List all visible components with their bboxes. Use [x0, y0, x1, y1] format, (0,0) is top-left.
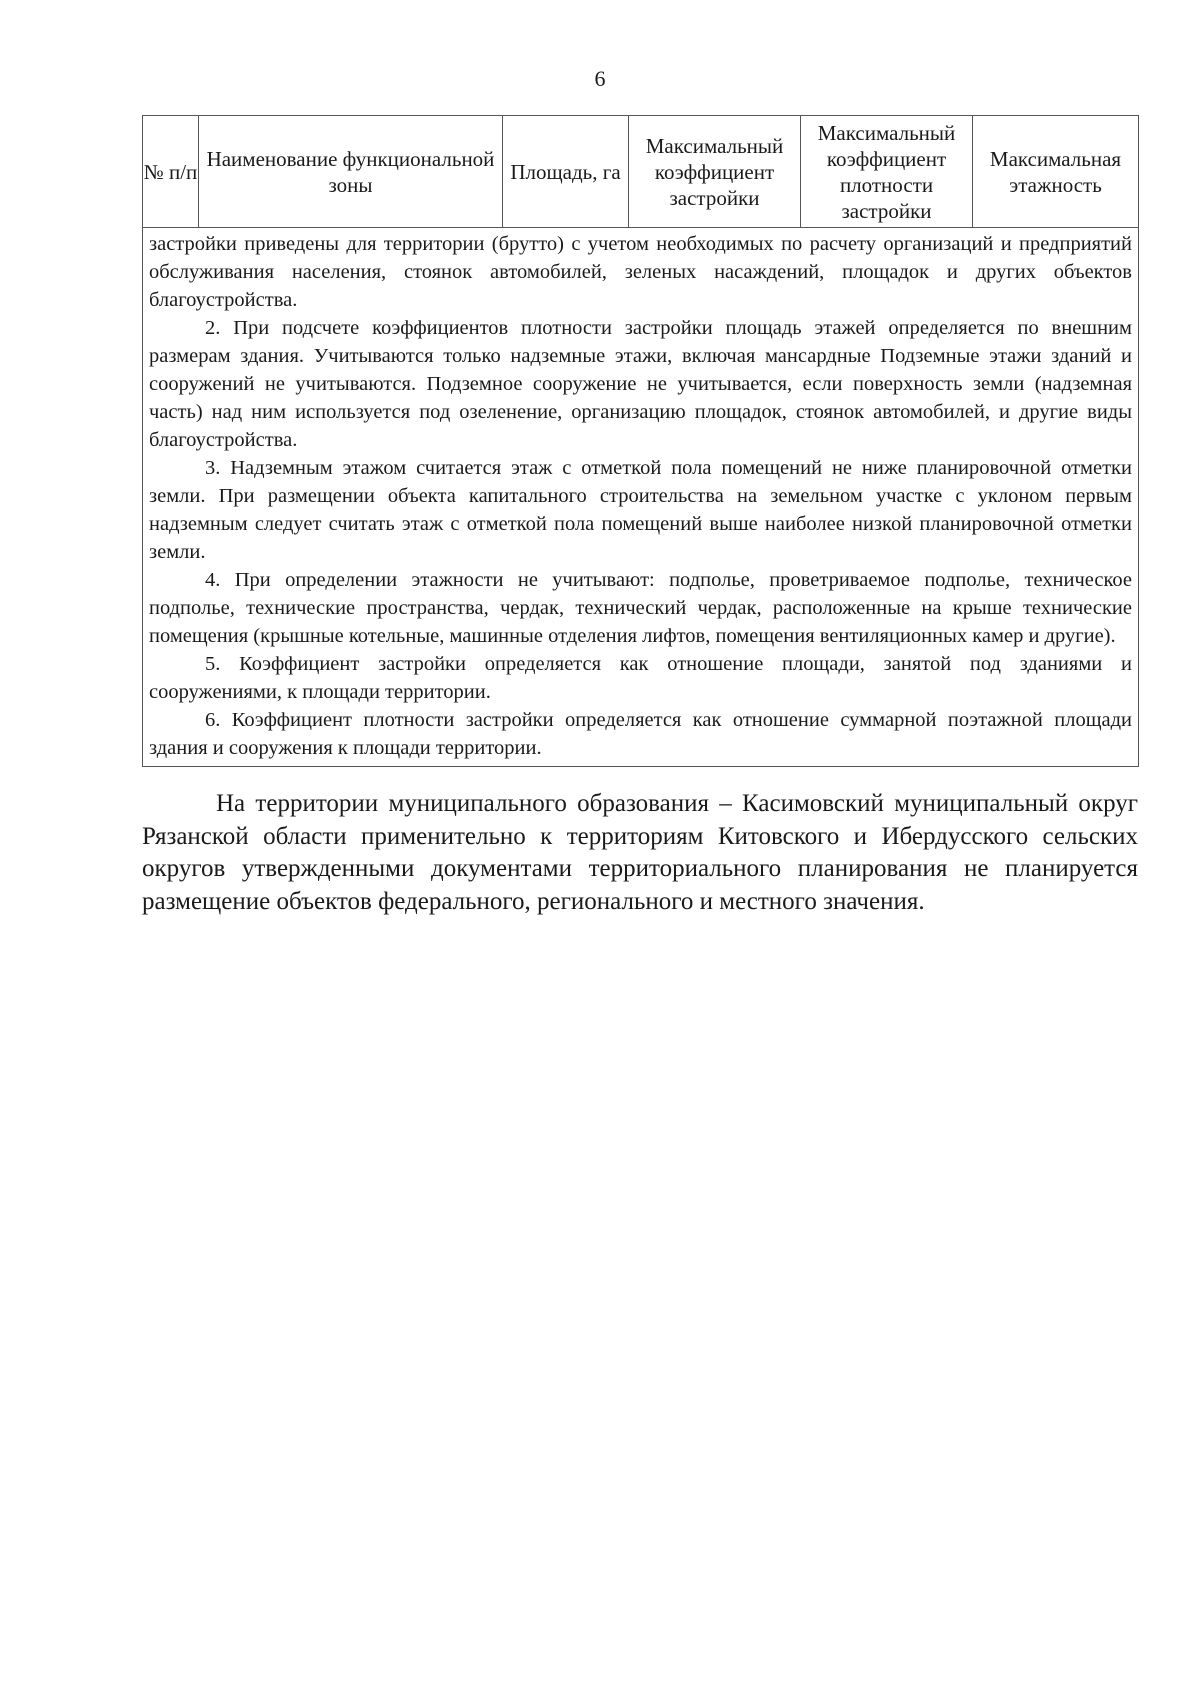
header-max-coverage: Максимальный коэффициент застройки — [629, 116, 801, 228]
header-max-floors: Максимальная этажность — [973, 116, 1139, 228]
header-number: № п/п — [143, 116, 199, 228]
note-continuation: застройки приведены для территории (брутто) с учетом необходимых по расчету организаций и предприятий обслуживания населения, стоянок автомобилей, зеленых насаждений, площадок и других объектов благоустройства. — [149, 233, 1132, 311]
note-4: 4. При определении этажности не учитывают: подполье, проветриваемое подполье, техническое подполье, технические пространства, чердак, технический чердак, расположенные на крыше технические помещения (крышные котельные, машинные отделения лифтов, помещения вентиляционных камер и другие). — [149, 569, 1132, 647]
header-area: Площадь, га — [503, 116, 629, 228]
zones-table — [142, 115, 1139, 767]
note-6: 6. Коэффициент плотности застройки определяется как отношение суммарной поэтажной площади здания и сооружения к площади территории. — [149, 709, 1132, 759]
note-5: 5. Коэффициент застройки определяется как отношение площади, занятой под зданиями и сооружениями, к площади территории. — [149, 653, 1132, 703]
note-2: 2. При подсчете коэффициентов плотности застройки площадь этажей определяется по внешним размерам здания. Учитываются только надземные этажи, включая мансардные Подземные этажи зданий и сооружений не учитываются. Подземное сооружение не учитывается, если поверхность земли (надземная часть) над ним используется под озеленение, организацию площадок, стоянок автомобилей, и другие виды благоустройства. — [149, 317, 1132, 451]
table-header-row — [143, 116, 1139, 228]
notes-row — [143, 228, 1139, 767]
notes-cell — [143, 228, 1139, 767]
note-3: 3. Надземным этажом считается этаж с отметкой пола помещений не ниже планировочной отметки земли. При размещении объекта капитального строительства на земельном участке с уклоном первым надземным следует считать этаж с отметкой пола помещений выше наиболее низкой планировочной отметки земли. — [149, 457, 1132, 563]
page-number: 6 — [594, 66, 606, 91]
header-max-density: Максимальный коэффициент плотности застройки — [801, 116, 973, 228]
header-zone-name: Наименование функциональной зоны — [199, 116, 503, 228]
final-paragraph: На территории муниципального образования – Касимовский муниципальный округ Рязанской области применительно к территориям Китовского и Ибердусского сельских округов утвержденными документами территориального планирования не планируется размещение объектов федерального, регионального и местного значения. — [142, 790, 1138, 915]
